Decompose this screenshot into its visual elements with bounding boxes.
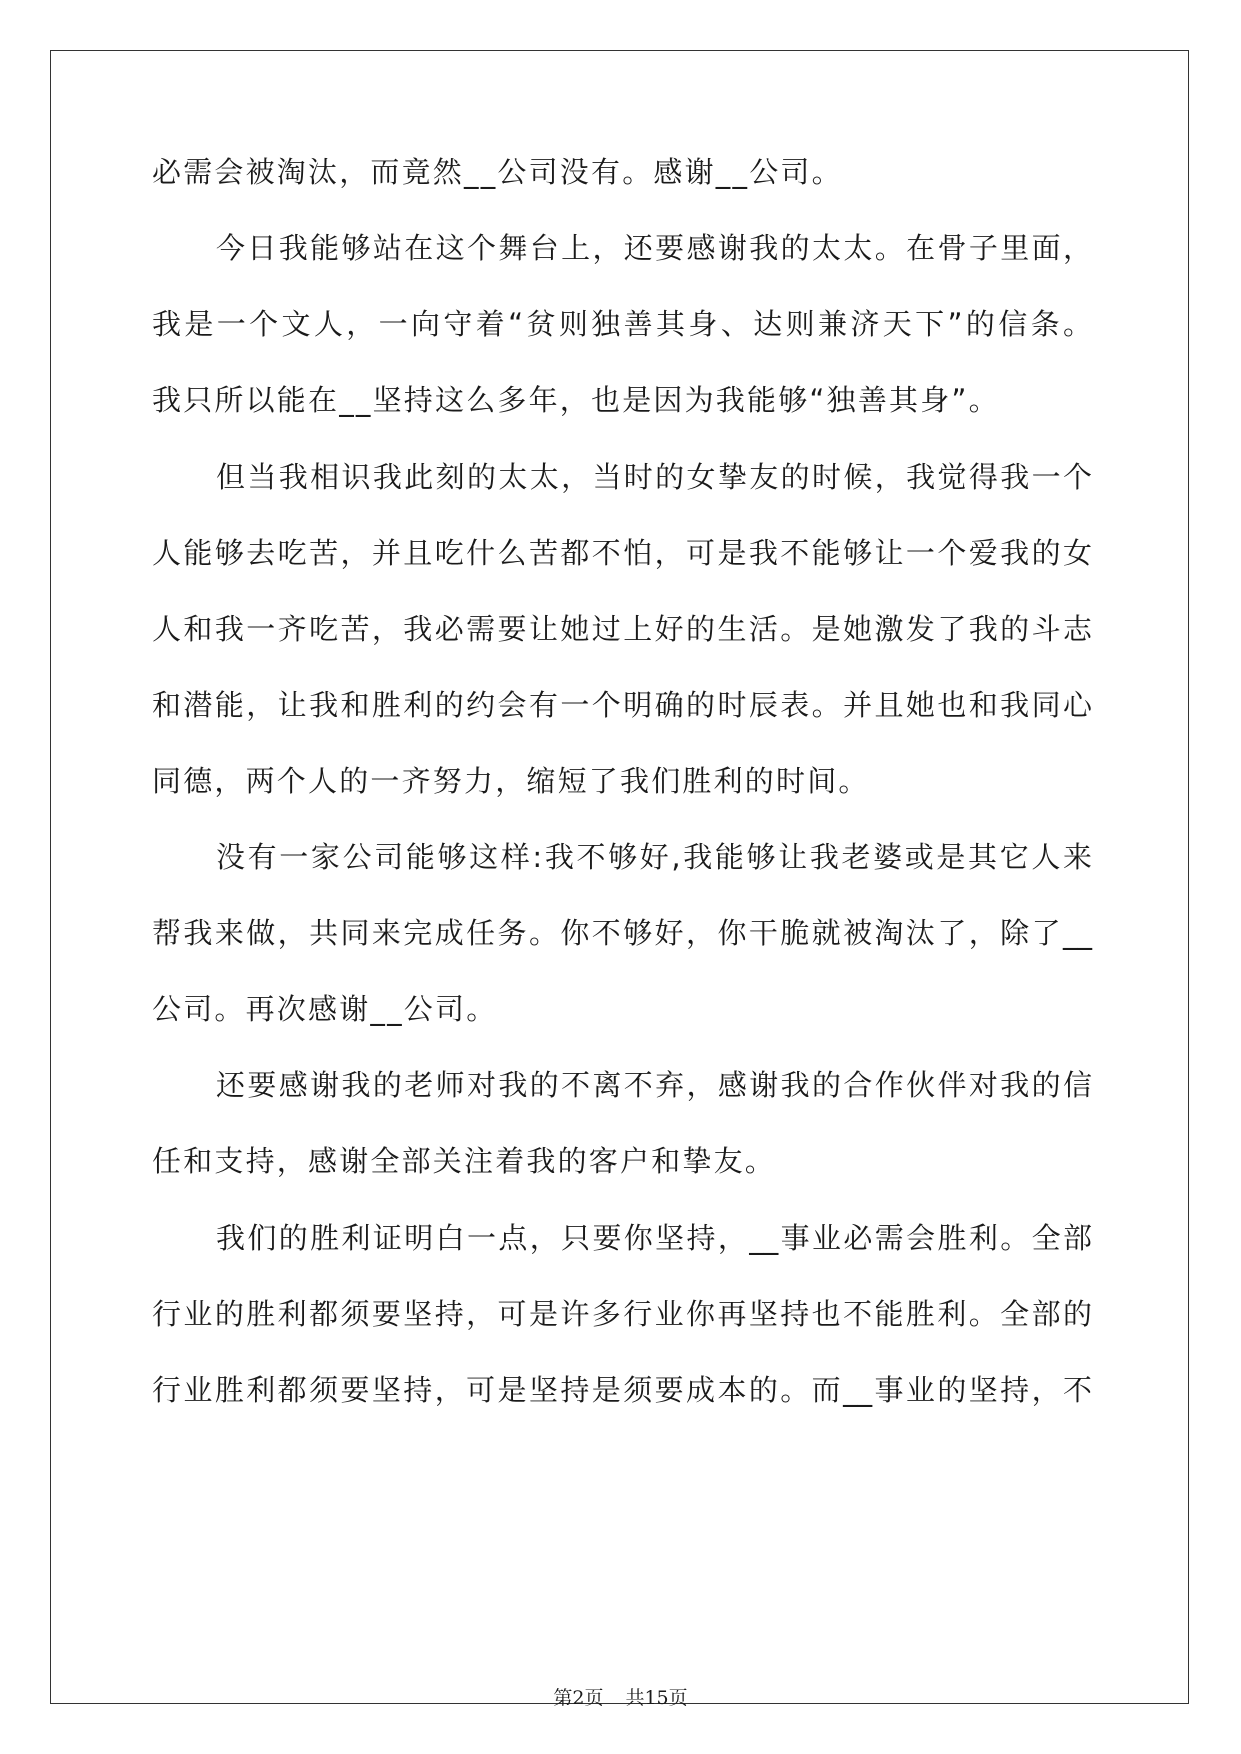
- text-line: 我只所以能在__坚持这么多年，也是因为我能够“独善其身”。: [152, 383, 1000, 417]
- text-line: 行业胜利都须要坚持，可是坚持是须要成本的。而__事业的坚持，不: [152, 1373, 1092, 1407]
- text-line: 人能够去吃苦，并且吃什么苦都不怕，可是我不能够让一个爱我的女: [152, 536, 1092, 570]
- page-number: 第2页: [553, 1687, 604, 1709]
- paragraph-first-line: 我们的胜利证明白一点，只要你坚持，__事业必需会胜利。全部: [216, 1221, 1092, 1255]
- page-border: [50, 50, 1189, 1704]
- paragraph-first-line: 还要感谢我的老师对我的不离不弃，感谢我的合作伙伴对我的信: [216, 1068, 1092, 1102]
- text-line: 同德，两个人的一齐努力，缩短了我们胜利的时间。: [152, 764, 870, 798]
- text-line: 任和支持，感谢全部关注着我的客户和挚友。: [152, 1144, 777, 1178]
- page-total: 共15页: [625, 1687, 688, 1709]
- paragraph-first-line: 没有一家公司能够这样:我不够好,我能够让我老婆或是其它人来: [216, 840, 1092, 874]
- text-line: 人和我一齐吃苦，我必需要让她过上好的生活。是她激发了我的斗志: [152, 612, 1092, 646]
- text-line: 必需会被淘汰，而竟然__公司没有。感谢__公司。: [152, 155, 843, 189]
- paragraph-first-line: 但当我相识我此刻的太太，当时的女挚友的时候，我觉得我一个: [216, 460, 1092, 494]
- text-line: 我是一个文人，一向守着“贫则独善其身、达则兼济天下”的信条。: [152, 307, 1092, 341]
- page-footer: [0, 1683, 1241, 1710]
- text-line: 和潜能，让我和胜利的约会有一个明确的时辰表。并且她也和我同心: [152, 688, 1092, 722]
- text-line: 行业的胜利都须要坚持，可是许多行业你再坚持也不能胜利。全部的: [152, 1297, 1092, 1331]
- text-line: 帮我来做，共同来完成任务。你不够好，你干脆就被淘汰了，除了__: [152, 916, 1092, 950]
- paragraph-first-line: 今日我能够站在这个舞台上，还要感谢我的太太。在骨子里面，: [216, 231, 1092, 265]
- text-line: 公司。再次感谢__公司。: [152, 992, 498, 1026]
